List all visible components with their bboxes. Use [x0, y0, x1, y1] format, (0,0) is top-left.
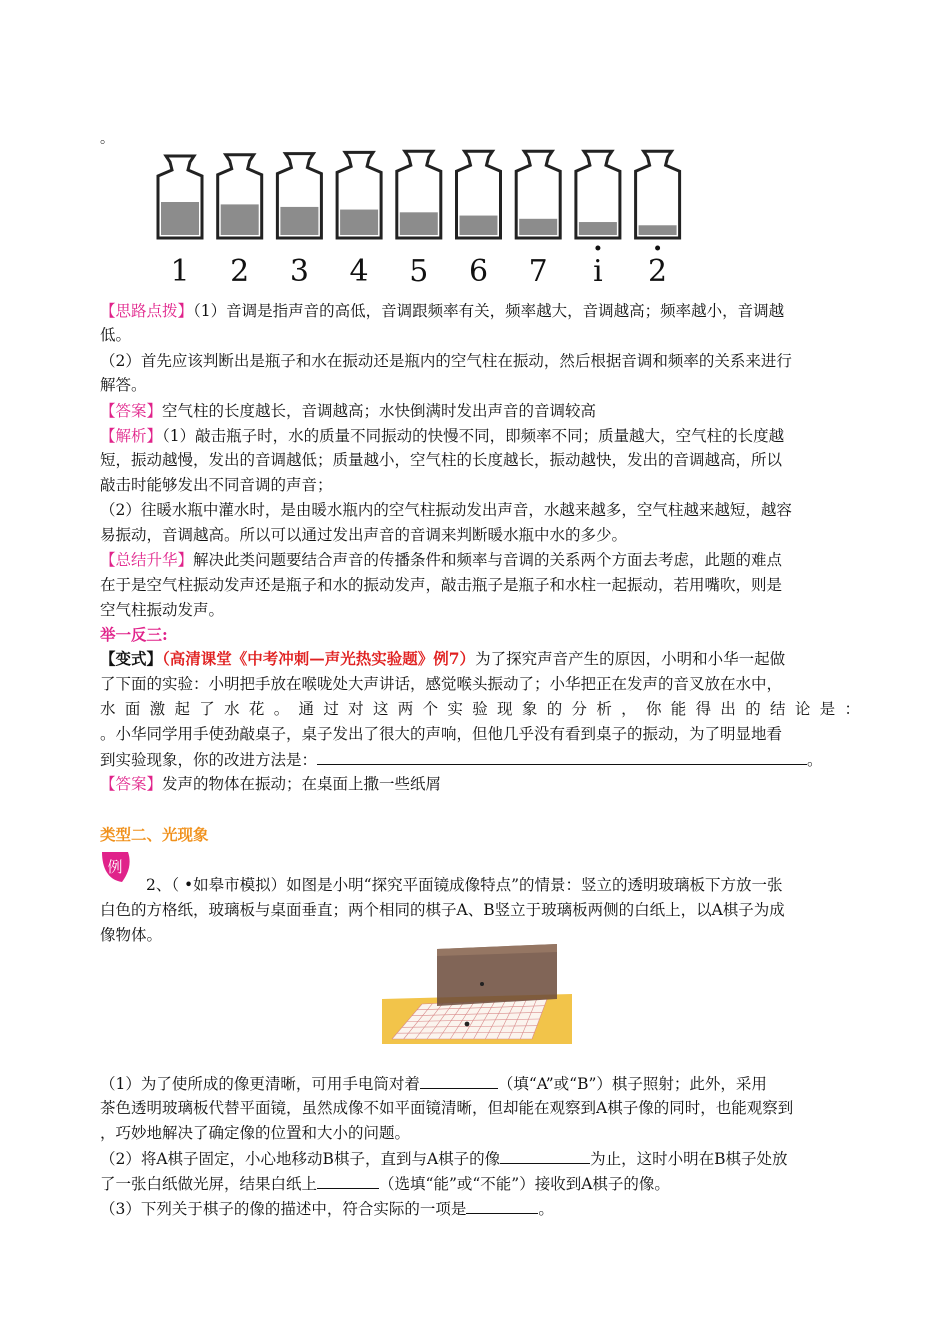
bianshi-source: （高清课堂《中考冲刺—声光热实验题》例7） [162, 649, 476, 668]
bottle-water [161, 202, 199, 235]
bianshi-line-3: 水面激起了水花。通过对这两个实验现象的分析，你能得出的结论是： [100, 700, 860, 718]
leading-period: 。 [100, 131, 114, 147]
plane-mirror-figure [382, 944, 572, 1044]
bottle-label: 3 [289, 254, 309, 288]
jiexi-line-4: （2）往暖水瓶中灌水时，是由暖水瓶内的空气柱振动发出声音，水越来越多，空气柱越来越短，越容 [100, 501, 792, 519]
bottle [158, 156, 202, 238]
bottle-label: 7 [528, 254, 548, 288]
bottle-label: 5 [409, 254, 429, 288]
silu-tag: 【思路点拨】 [100, 302, 194, 320]
bottle [337, 152, 381, 238]
blank-3[interactable] [317, 1172, 379, 1189]
bottles-figure [150, 148, 690, 288]
section-heading: 类型二、光现象 [100, 825, 209, 844]
jiexi-line-5: 易振动，音调越高。所以可以通过发出声音的音调来判断暖水瓶中水的多少。 [100, 526, 628, 544]
bianshi-line-5: 到实验现象，你的改进方法是： 。 [100, 748, 860, 771]
badge-label: 例 [107, 858, 123, 876]
bottle-water [280, 207, 318, 235]
silu-line-4: 解答。 [100, 376, 147, 394]
bottle-label: 4 [349, 254, 369, 288]
bottle-label: 2 [648, 254, 668, 288]
q2-3-line: （3）下列关于棋子的像的描述中，符合实际的一项是 。 [100, 1197, 860, 1220]
chess-piece-b [480, 982, 484, 986]
blank-4[interactable] [466, 1197, 538, 1214]
bianshi-tag: 【变式】 [100, 649, 163, 668]
q2-line-3: 像物体。 [100, 926, 163, 944]
silu-line-2: 低。 [100, 326, 132, 344]
q2-line-1: 2、（ •如皋市模拟）如图是小明“探究平面镜成像特点”的情景：竖立的透明玻璃板下方放一张 [146, 876, 783, 894]
silu-line-3: （2）首先应该判断出是瓶子和水在振动还是瓶内的空气柱在振动，然后根据音调和频率的关系来进行 [100, 352, 792, 370]
blank-1[interactable] [420, 1072, 498, 1089]
bottle [218, 155, 262, 238]
answer-2: 【答案】发声的物体在振动；在桌面上撒一些纸屑 [100, 775, 442, 793]
bottle-water [460, 216, 498, 235]
bottle-water [221, 204, 259, 235]
bottle [397, 151, 441, 238]
answer-tag: 【答案】 [100, 402, 163, 420]
chess-piece-a [465, 1022, 470, 1027]
jiexi-line-2: 短，振动越慢，发出的音调越低；质量越小，空气柱的长度越长，振动越快，发出的音调越高，所以 [100, 451, 783, 469]
jiexi-tag: 【解析】 [100, 427, 163, 445]
bottle-water [519, 219, 557, 235]
q2-1-line-3: ，巧妙地解决了确定像的位置和大小的问题。 [100, 1124, 411, 1142]
bianshi-line-1: 【变式】（高清课堂《中考冲刺—声光热实验题》例7）为了探究声音产生的原因，小明和小华一起做 [100, 649, 786, 668]
bottle-water [579, 222, 617, 235]
zongjie-line-2: 在于是空气柱振动发声还是瓶子和水的振动发声，敲击瓶子是瓶子和水柱一起振动，若用嘴吹，则是 [100, 576, 783, 594]
jiexi-line-3: 敲击时能够发出不同音调的声音； [100, 476, 333, 494]
bottle-label: 6 [468, 254, 489, 288]
bianshi-line-4: 。小华同学用手使劲敲桌子，桌子发出了很大的声响，但他几乎没有看到桌子的振动，为了明显地看 [100, 725, 783, 743]
bottle-water [340, 210, 378, 235]
q2-2-line-1: （2）将A棋子固定，小心地移动B棋子，直到与A棋子的像 为止，这时小明在B棋子处放 [100, 1147, 860, 1170]
q2-1-line-1: （1）为了使所成的像更清晰，可用手电筒对着 （填“A”或“B”）棋子照射；此外，采用 [100, 1072, 860, 1095]
bottle [636, 151, 680, 238]
zongjie-line-1: 【总结升华】解决此类问题要结合声音的传播条件和频率与音调的关系两个方面去考虑，此题的难点 [100, 551, 783, 569]
bottle-label: 1 [170, 254, 190, 288]
zongjie-tag: 【总结升华】 [100, 551, 194, 569]
bottle-label: i [593, 254, 603, 288]
juyi-heading: 举一反三: [100, 625, 168, 644]
bottle-water [639, 225, 677, 235]
bottle [457, 151, 501, 238]
bottle-label: 2 [230, 254, 250, 288]
answer-blank[interactable] [317, 748, 807, 765]
example-badge-icon [98, 848, 134, 884]
answer-1: 【答案】空气柱的长度越长，音调越高；水快倒满时发出声音的音调较高 [100, 402, 597, 420]
q2-line-2: 白色的方格纸，玻璃板与桌面垂直；两个相同的棋子A、B竖立于玻璃板两侧的白纸上，以A棋子为成 [100, 901, 785, 919]
bottle [277, 154, 321, 238]
high-octave-dot [595, 246, 600, 251]
bianshi-line-2: 了下面的实验：小明把手放在喉咙处大声讲话，感觉喉头振动了；小华把正在发声的音叉放在水中， [100, 675, 783, 693]
q2-2-line-2: 了一张白纸做光屏，结果白纸上 （选填“能”或“不能”）接收到A棋子的像。 [100, 1172, 860, 1195]
answer-tag: 【答案】 [100, 775, 163, 793]
blank-2[interactable] [500, 1147, 590, 1164]
bottle [516, 151, 560, 238]
q2-1-line-2: 茶色透明玻璃板代替平面镜，虽然成像不如平面镜清晰，但却能在观察到A棋子像的同时，也能观察到 [100, 1099, 794, 1117]
jiexi-line-1: 【解析】（1）敲击瓶子时，水的质量不同振动的快慢不同，即频率不同；质量越大，空气柱的长度越 [100, 427, 785, 445]
high-octave-dot [655, 246, 660, 251]
zongjie-line-3: 空气柱振动发声。 [100, 601, 225, 619]
bottle-water [400, 212, 438, 235]
silu-line-1: 【思路点拨】（1）音调是指声音的高低，音调跟频率有关，频率越大，音调越高；频率越小，音调越 [100, 302, 785, 320]
bottle [576, 151, 620, 238]
